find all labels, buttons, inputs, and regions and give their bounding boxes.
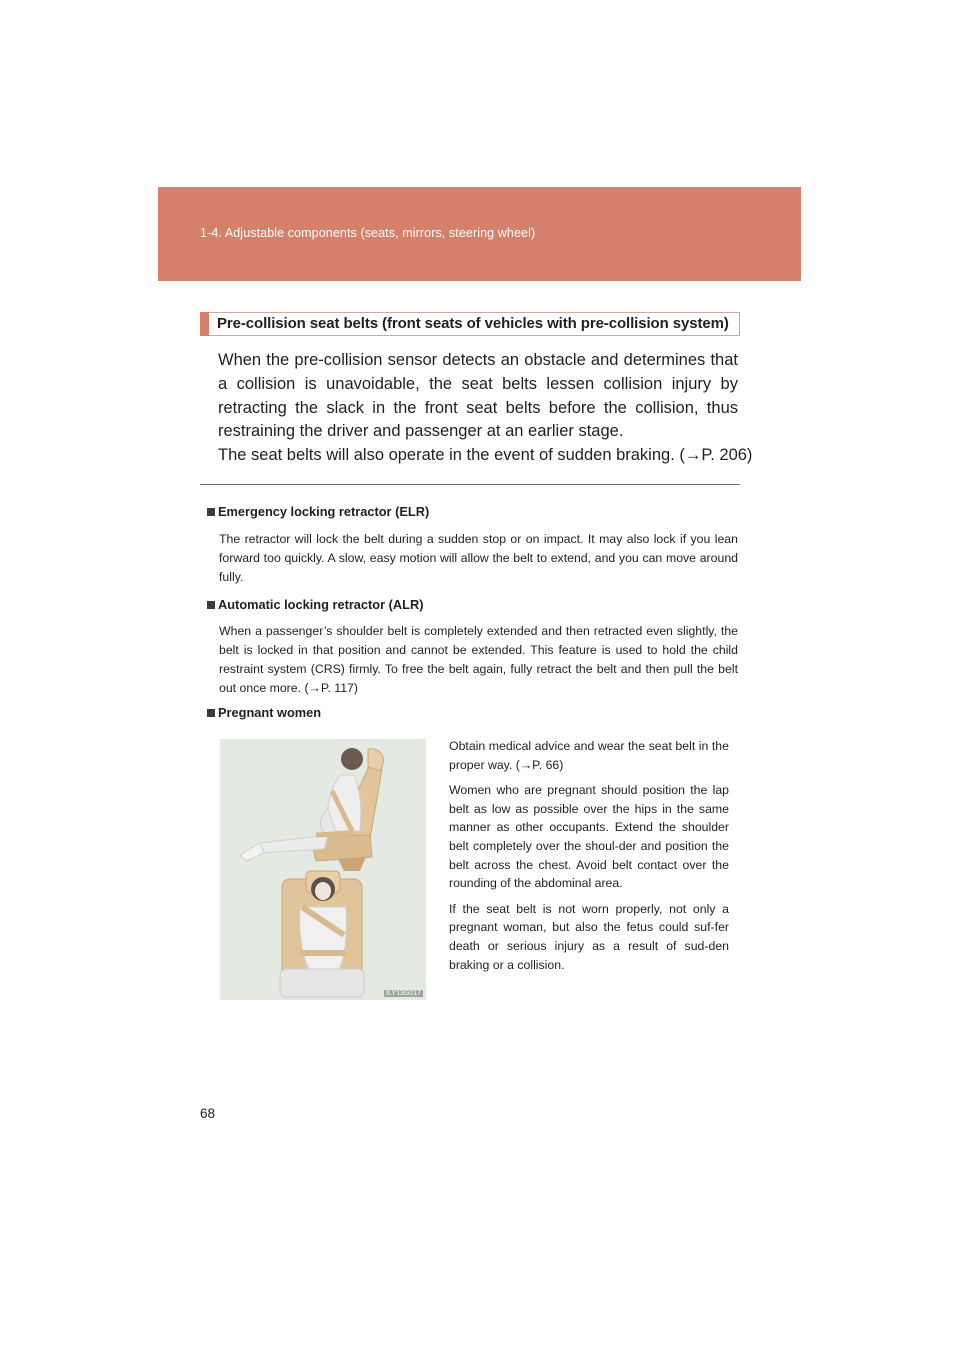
- note-title-pregnant: [207, 705, 321, 720]
- page-number: 68: [200, 1106, 216, 1121]
- note-body-alr: When a passenger’s shoulder belt is completely extended and then retracted even slightly, the belt is locked in that position and cannot be extended. This feature is used to hold the child restraint system (CRS) firmly. To free the belt again, fully retract the belt and then pull the belt out once more. (→P. 117): [219, 624, 738, 695]
- pregnant-seatbelt-illustration: [220, 739, 426, 1000]
- divider: [200, 484, 740, 485]
- intro-text: [218, 349, 753, 468]
- intro-paragraph-1: When the pre-collision sensor detects an obstacle and determines that a collision is unavoidable, the seat belts lessen collision injury by retracting the slack in the front seat belts before the collision, thus restraining the driver and passenger at an earlier stage.: [218, 351, 738, 441]
- square-bullet-icon: [207, 508, 215, 516]
- note-title-elr: [207, 504, 429, 519]
- intro-paragraph-2: The seat belts will also operate in the event of sudden braking. (→P. 206): [218, 446, 753, 465]
- note-body-elr: The retractor will lock the belt during a sudden stop or on impact. It may also lock if you lean forward too quickly. A slow, easy motion will allow the belt to extend, and you can move around fully.: [219, 532, 738, 584]
- pregnant-paragraph-3: If the seat belt is not worn properly, not only a pregnant woman, but also the fetus could suf-fer death or serious injury as a result of sud-den braking or a collision.: [449, 901, 729, 972]
- heading-title: Pre-collision seat belts (front seats of vehicles with pre-collision system): [217, 315, 729, 332]
- pregnant-paragraph-2: Women who are pregnant should position the lap belt as low as possible over the hips in the same manner as other occupants. Extend the shoulder belt completely over the shoul-der and position the belt across the chest. Avoid belt contact over the rounding of the abdominal area.: [449, 783, 729, 891]
- note-title-text: Pregnant women: [218, 705, 322, 720]
- section-title: 1-4. Adjustable components (seats, mirrors, steering wheel): [200, 226, 536, 240]
- pregnant-women-text: [449, 737, 729, 981]
- square-bullet-icon: [207, 601, 215, 609]
- illustration-svg: [220, 739, 426, 1000]
- note-title-alr: [207, 597, 423, 612]
- note-title-text: Emergency locking retractor (ELR): [218, 504, 430, 519]
- figure-code: ILY13G017: [386, 990, 421, 997]
- pregnant-paragraph-1: Obtain medical advice and wear the seat belt in the proper way. (→P. 66): [449, 739, 729, 772]
- heading-accent-bar: [200, 312, 209, 336]
- square-bullet-icon: [207, 709, 215, 717]
- note-title-text: Automatic locking retractor (ALR): [218, 597, 424, 612]
- section-heading: [200, 312, 740, 336]
